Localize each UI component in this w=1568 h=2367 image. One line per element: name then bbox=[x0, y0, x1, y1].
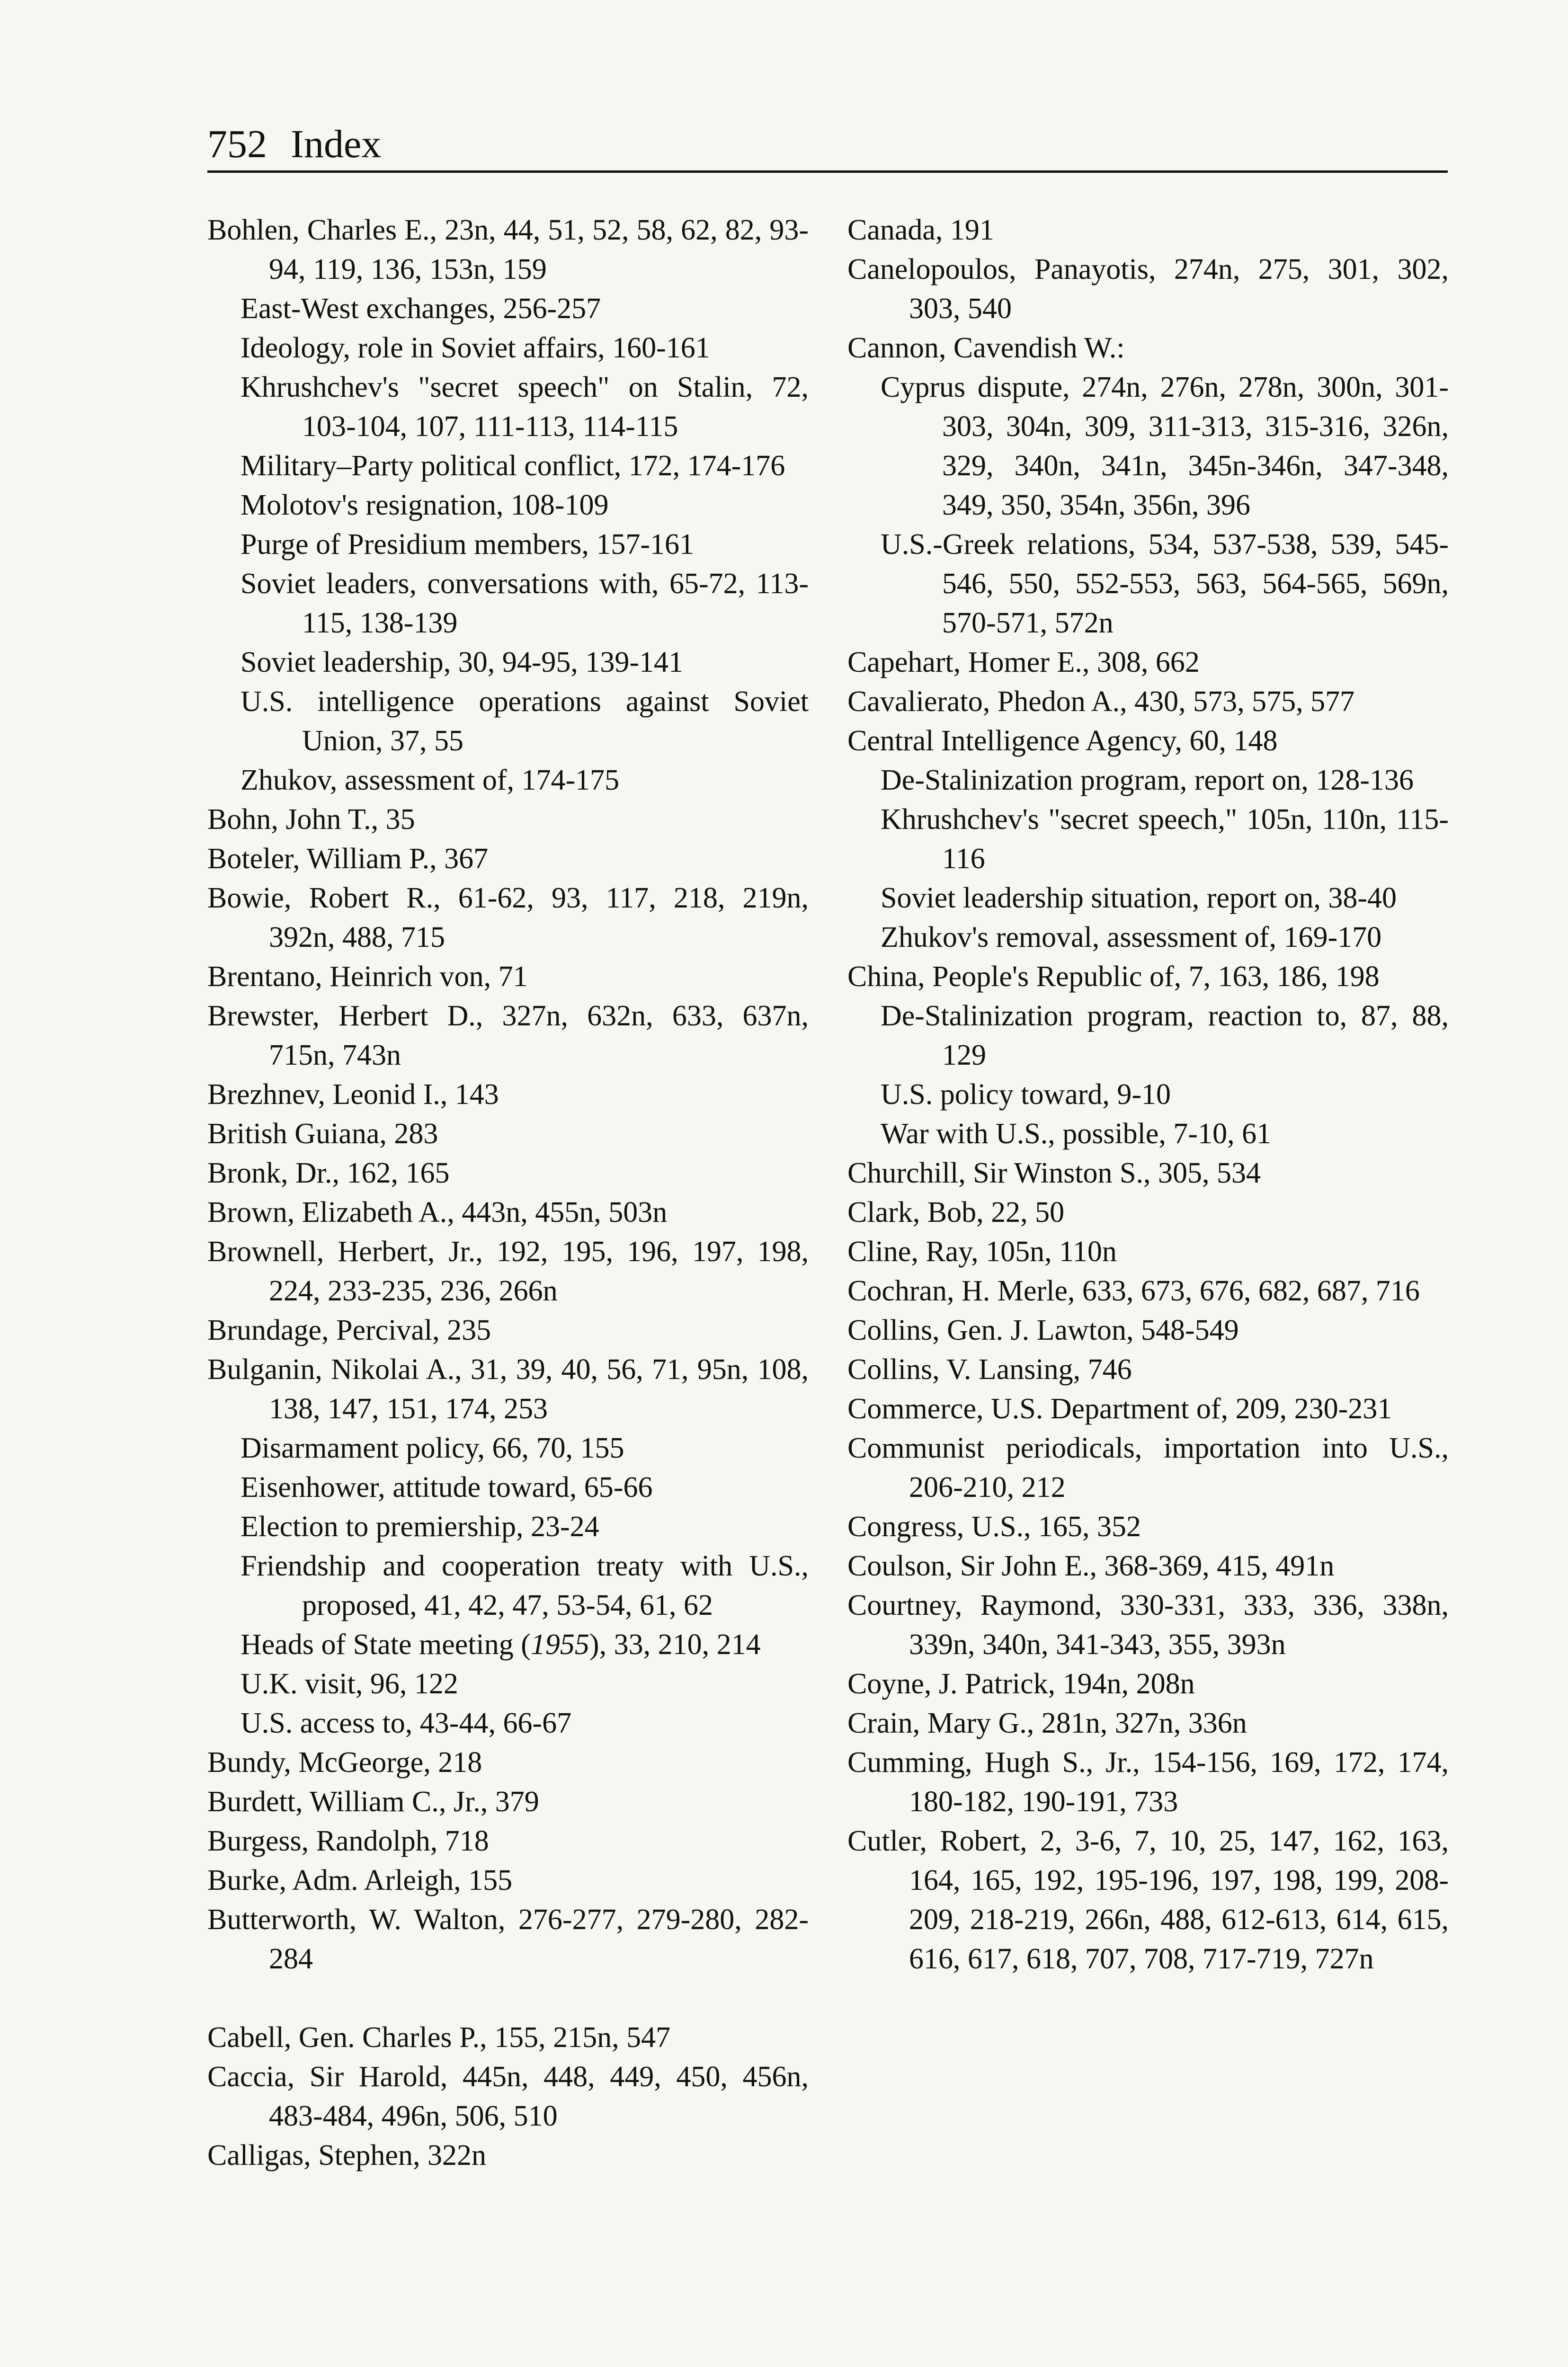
index-entry: British Guiana, 283 bbox=[207, 1118, 438, 1150]
index-subentry: Soviet leadership, 30, 94-95, 139-141 bbox=[241, 646, 684, 678]
index-entry: Cline, Ray, 105n, 110n bbox=[847, 1236, 1117, 1268]
index-entry: Brownell, Herbert, Jr., 192, 195, 196, 197, 198, 224, 233-235, 236, 266n bbox=[207, 1236, 809, 1307]
index-entry: Communist periodicals, importation into U.S., 206-210, 212 bbox=[847, 1432, 1449, 1504]
index-entry: Cutler, Robert, 2, 3-6, 7, 10, 25, 147, 162, 163, 164, 165, 192, 195-196, 197, 198, 199, 208-209, 218-219, 266n, 488, 612-613, 614, 615, 616, 617, 618, 707, 708, 717-719, 727n bbox=[847, 1825, 1449, 1975]
index-subentry: U.S. policy toward, 9-10 bbox=[881, 1078, 1171, 1111]
index-subentry: U.S.-Greek relations, 534, 537-538, 539, 545-546, 550, 552-553, 563, 564-565, 569n, 570-571, 572n bbox=[881, 528, 1449, 639]
index-subentry: East-West exchanges, 256-257 bbox=[241, 293, 601, 325]
index-subentry: Election to premiership, 23-24 bbox=[241, 1511, 599, 1543]
index-subentry: Friendship and cooperation treaty with U.S., proposed, 41, 42, 47, 53-54, 61, 62 bbox=[241, 1550, 809, 1621]
index-subentry: Disarmament policy, 66, 70, 155 bbox=[241, 1432, 624, 1464]
index-entry: Bundy, McGeorge, 218 bbox=[207, 1746, 482, 1779]
index-entry: Brundage, Percival, 235 bbox=[207, 1314, 491, 1346]
index-entry: Central Intelligence Agency, 60, 148 bbox=[847, 725, 1278, 757]
index-subentry: Zhukov's removal, assessment of, 169-170 bbox=[881, 921, 1382, 953]
page-header bbox=[207, 121, 1448, 173]
index-entry: Cumming, Hugh S., Jr., 154-156, 169, 172, 174, 180-182, 190-191, 733 bbox=[847, 1746, 1449, 1818]
index-entry: Burdett, William C., Jr., 379 bbox=[207, 1786, 539, 1818]
index-entry: Canada, 191 bbox=[847, 214, 994, 246]
index-subentry: De-Stalinization program, report on, 128-136 bbox=[881, 764, 1414, 796]
index-subentry: Ideology, role in Soviet affairs, 160-161 bbox=[241, 332, 710, 364]
index-entry: Bronk, Dr., 162, 165 bbox=[207, 1157, 450, 1189]
index-entry: Courtney, Raymond, 330-331, 333, 336, 338n, 339n, 340n, 341-343, 355, 393n bbox=[847, 1589, 1449, 1661]
section-title: Index bbox=[291, 122, 382, 166]
index-entry: Capehart, Homer E., 308, 662 bbox=[847, 646, 1200, 678]
index-entry: Brown, Elizabeth A., 443n, 455n, 503n bbox=[207, 1196, 668, 1228]
index-entry: Burgess, Randolph, 718 bbox=[207, 1825, 489, 1857]
index-subentry: Khrushchev's "secret speech" on Stalin, 72, 103-104, 107, 111-113, 114-115 bbox=[241, 371, 809, 443]
index-entry: Brezhnev, Leonid I., 143 bbox=[207, 1078, 499, 1111]
index-entry: Congress, U.S., 165, 352 bbox=[847, 1511, 1141, 1543]
index-subentry: Military–Party political conflict, 172, 174-176 bbox=[241, 450, 785, 482]
index-entry: Bohlen, Charles E., 23n, 44, 51, 52, 58, 62, 82, 93-94, 119, 136, 153n, 159 bbox=[207, 214, 809, 285]
index-subentry: De-Stalinization program, reaction to, 87, 88, 129 bbox=[881, 1000, 1449, 1071]
index-subentry: Heads of State meeting (1955), 33, 210, 214 bbox=[241, 1628, 761, 1661]
index-entry: Brentano, Heinrich von, 71 bbox=[207, 961, 528, 993]
index-entry: Bohn, John T., 35 bbox=[207, 803, 415, 836]
index-entry: Brewster, Herbert D., 327n, 632n, 633, 637n, 715n, 743n bbox=[207, 1000, 809, 1071]
index-column-right bbox=[847, 211, 1449, 1979]
index-entry: Crain, Mary G., 281n, 327n, 336n bbox=[847, 1707, 1247, 1739]
index-entry: Collins, V. Lansing, 746 bbox=[847, 1353, 1132, 1386]
index-subentry: Soviet leadership situation, report on, 38-40 bbox=[881, 882, 1397, 914]
index-entry: Cochran, H. Merle, 633, 673, 676, 682, 687, 716 bbox=[847, 1275, 1420, 1307]
index-entry: Canelopoulos, Panayotis, 274n, 275, 301, 302, 303, 540 bbox=[847, 253, 1449, 325]
index-subentry: Eisenhower, attitude toward, 65-66 bbox=[241, 1471, 653, 1504]
index-entry: Cavalierato, Phedon A., 430, 573, 575, 577 bbox=[847, 685, 1355, 718]
index-column-left bbox=[207, 211, 809, 2175]
index-entry: Coyne, J. Patrick, 194n, 208n bbox=[847, 1668, 1195, 1700]
index-subentry: U.S. intelligence operations against Soviet Union, 37, 55 bbox=[241, 685, 809, 757]
index-entry: Burke, Adm. Arleigh, 155 bbox=[207, 1864, 513, 1896]
index-entry: Coulson, Sir John E., 368-369, 415, 491n bbox=[847, 1550, 1335, 1582]
index-entry: Collins, Gen. J. Lawton, 548-549 bbox=[847, 1314, 1239, 1346]
index-entry: Commerce, U.S. Department of, 209, 230-231 bbox=[847, 1393, 1392, 1425]
italic-fragment: 1955 bbox=[530, 1628, 589, 1661]
letter-group-gap bbox=[207, 1979, 809, 2018]
index-entry: Cannon, Cavendish W.: bbox=[847, 332, 1125, 364]
index-subentry: U.K. visit, 96, 122 bbox=[241, 1668, 458, 1700]
index-entry: Cabell, Gen. Charles P., 155, 215n, 547 bbox=[207, 2021, 671, 2054]
index-entry: Bulganin, Nikolai A., 31, 39, 40, 56, 71, 95n, 108, 138, 147, 151, 174, 253 bbox=[207, 1353, 809, 1425]
index-subentry: Molotov's resignation, 108-109 bbox=[241, 489, 609, 521]
index-entry: Calligas, Stephen, 322n bbox=[207, 2139, 486, 2171]
index-entry: Churchill, Sir Winston S., 305, 534 bbox=[847, 1157, 1261, 1189]
index-subentry: War with U.S., possible, 7-10, 61 bbox=[881, 1118, 1272, 1150]
index-entry: Bowie, Robert R., 61-62, 93, 117, 218, 219n, 392n, 488, 715 bbox=[207, 882, 809, 953]
index-entry: Boteler, William P., 367 bbox=[207, 843, 489, 875]
index-subentry: U.S. access to, 43-44, 66-67 bbox=[241, 1707, 572, 1739]
index-entry: China, People's Republic of, 7, 163, 186, 198 bbox=[847, 961, 1380, 993]
index-entry: Butterworth, W. Walton, 276-277, 279-280, 282-284 bbox=[207, 1904, 809, 1975]
index-subentry: Purge of Presidium members, 157-161 bbox=[241, 528, 695, 561]
index-entry: Clark, Bob, 22, 50 bbox=[847, 1196, 1065, 1228]
index-subentry: Khrushchev's "secret speech," 105n, 110n, 115-116 bbox=[881, 803, 1449, 875]
index-entry: Caccia, Sir Harold, 445n, 448, 449, 450, 456n, 483-484, 496n, 506, 510 bbox=[207, 2061, 809, 2132]
index-subentry: Cyprus dispute, 274n, 276n, 278n, 300n, 301-303, 304n, 309, 311-313, 315-316, 326n, 329, 340n, 341n, 345n-346n, 347-348, 349, 350, 354n, 356n, 396 bbox=[881, 371, 1449, 521]
page-number: 752 bbox=[207, 122, 267, 166]
index-subentry: Zhukov, assessment of, 174-175 bbox=[241, 764, 620, 796]
index-subentry: Soviet leaders, conversations with, 65-72, 113-115, 138-139 bbox=[241, 568, 809, 639]
